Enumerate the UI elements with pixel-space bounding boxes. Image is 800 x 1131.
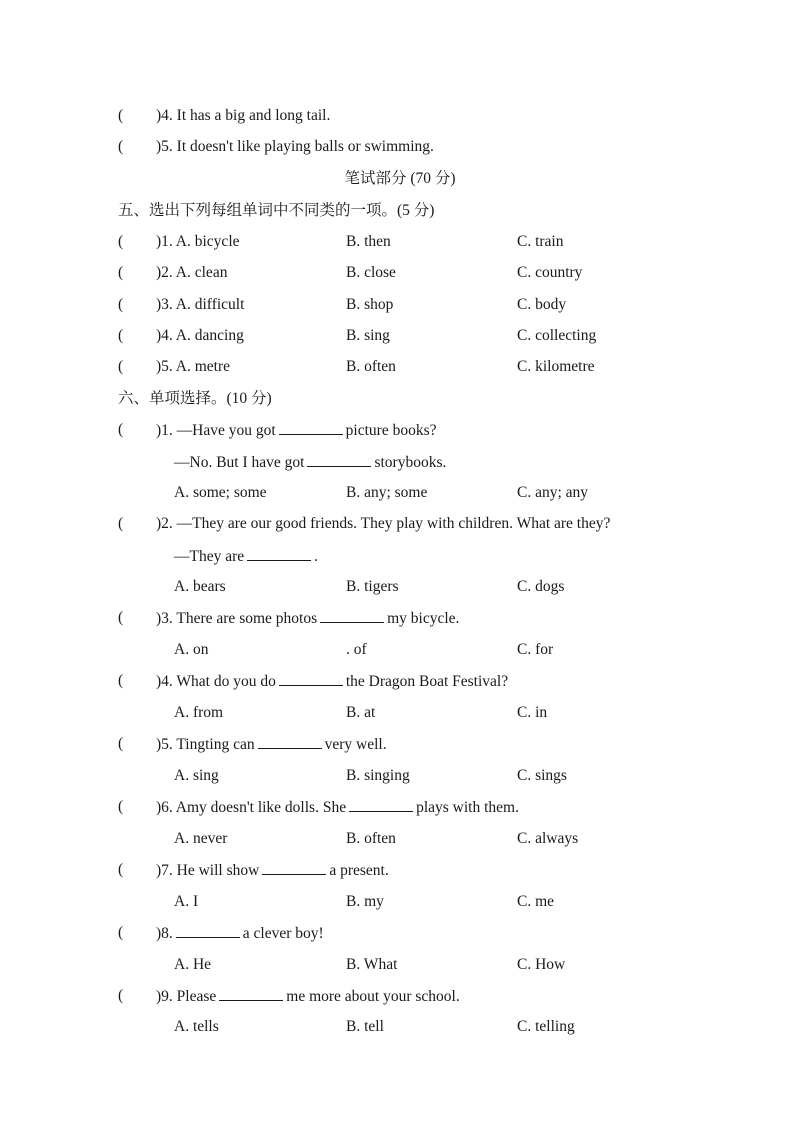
answer-paren: ( [118, 861, 124, 878]
option-c: C. in [517, 704, 548, 721]
option-a: A. sing [174, 767, 219, 784]
question-text-end: me more about your school. [286, 988, 460, 1005]
answer-paren: ( [118, 296, 124, 313]
option-a: A. on [174, 641, 209, 658]
question-text: )9. Please [156, 988, 217, 1005]
section5-item-2 [0, 262, 800, 284]
fill-blank [349, 796, 413, 812]
answer-paren: ( [118, 515, 124, 532]
answer-paren: ( [118, 735, 124, 752]
question-text-end: a clever boy! [242, 925, 324, 942]
section5-item-1 [0, 231, 800, 253]
question-text: )6. Amy doesn't like dolls. She [156, 799, 347, 816]
question-text-end: picture books? [345, 422, 437, 439]
section6-question-2-options [0, 576, 800, 598]
question-text: )3. There are some photos [156, 610, 318, 627]
question-text: )5. Tingting can [156, 736, 255, 753]
option-a: A. some; some [174, 484, 267, 501]
answer-paren: ( [118, 421, 124, 438]
question-number: 4. [161, 107, 173, 124]
written-title-text: 笔试部分 (70 分) [344, 170, 456, 187]
option-b: B. singing [346, 767, 410, 784]
section6-question-8 [0, 922, 800, 944]
option-b: B. sing [346, 327, 390, 344]
option-b: B. often [346, 830, 396, 847]
option-a: A. He [174, 956, 212, 973]
fill-blank [176, 922, 240, 938]
section6-question-2-line2 [0, 545, 800, 567]
question-text-end: the Dragon Boat Festival? [345, 673, 509, 690]
section6-question-4 [0, 670, 800, 692]
question-text-end: storybooks. [374, 454, 447, 471]
bracket-close: ) [156, 138, 162, 155]
section6-question-7 [0, 859, 800, 881]
section5-item-3 [0, 294, 800, 316]
question-text-end: a present. [329, 862, 389, 879]
option-a: )5. A. metre [156, 358, 231, 375]
option-c: C. for [517, 641, 554, 658]
fill-blank [279, 670, 343, 686]
section6-question-1 [0, 419, 800, 441]
question-text-end: . [314, 548, 319, 565]
option-c: C. How [517, 956, 566, 973]
option-a: )1. A. bicycle [156, 233, 240, 250]
option-a: )2. A. clean [156, 264, 228, 281]
section6-question-4-options [0, 702, 800, 724]
question-text-end: my bicycle. [387, 610, 460, 627]
answer-paren: ( [118, 609, 124, 626]
question-text: )8. [156, 925, 173, 942]
option-a: A. bears [174, 578, 226, 595]
option-b: B. any; some [346, 484, 428, 501]
section5-item-4 [0, 325, 800, 347]
section6-question-8-options [0, 954, 800, 976]
section6-question-1-line2 [0, 451, 800, 473]
answer-paren: ( [118, 358, 124, 375]
option-b: B. tell [346, 1018, 384, 1035]
section6-question-3-options [0, 639, 800, 661]
section6-question-5-options [0, 765, 800, 787]
section6-question-7-options [0, 891, 800, 913]
section6-heading-text: 六、单项选择。(10 分) [118, 390, 272, 407]
fill-blank [258, 733, 322, 749]
option-a: )3. A. difficult [156, 296, 245, 313]
fill-blank [307, 451, 371, 467]
option-b: B. then [346, 233, 391, 250]
option-c: C. telling [517, 1018, 575, 1035]
option-c: C. dogs [517, 578, 565, 595]
option-a: A. never [174, 830, 228, 847]
option-c: C. me [517, 893, 555, 910]
option-c: C. body [517, 296, 567, 313]
option-a: A. tells [174, 1018, 219, 1035]
section5-heading-text: 五、选出下列每组单词中不同类的一项。(5 分) [118, 202, 435, 219]
section6-question-2 [0, 513, 800, 535]
option-b: B. tigers [346, 578, 399, 595]
answer-paren: ( [118, 233, 124, 250]
section5-item-5 [0, 356, 800, 378]
question-text: It doesn't like playing balls or swimming. [176, 138, 434, 155]
option-a: A. from [174, 704, 224, 721]
option-c: C. any; any [517, 484, 589, 501]
section6-question-3 [0, 607, 800, 629]
question-number: 5. [161, 138, 173, 155]
option-c: C. collecting [517, 327, 597, 344]
answer-paren: ( [118, 798, 124, 815]
question-text: )1. —Have you got [156, 422, 276, 439]
listening-question-5 [0, 136, 800, 158]
option-b: B. What [346, 956, 398, 973]
section6-question-1-options [0, 482, 800, 504]
answer-paren: ( [118, 924, 124, 941]
written-part-title [0, 168, 800, 190]
question-text-end: very well. [324, 736, 387, 753]
question-text: )4. What do you do [156, 673, 276, 690]
section6-question-5 [0, 733, 800, 755]
answer-paren: ( [118, 327, 124, 344]
section6-question-6 [0, 796, 800, 818]
fill-blank [219, 985, 283, 1001]
section6-question-9 [0, 985, 800, 1007]
option-c: C. always [517, 830, 579, 847]
fill-blank [279, 419, 343, 435]
fill-blank [262, 859, 326, 875]
section6-question-9-options [0, 1016, 800, 1038]
fill-blank [247, 545, 311, 561]
question-text-end: plays with them. [416, 799, 519, 816]
answer-paren: ( [118, 138, 124, 155]
question-text: It has a big and long tail. [176, 107, 331, 124]
question-text: —They are [174, 548, 245, 565]
option-a: )4. A. dancing [156, 327, 244, 344]
question-text: )2. —They are our good friends. They play with children. What are they? [156, 515, 611, 532]
section6-question-6-options [0, 828, 800, 850]
answer-paren: ( [118, 672, 124, 689]
answer-paren: ( [118, 987, 124, 1004]
option-c: C. sings [517, 767, 567, 784]
option-b: B. close [346, 264, 396, 281]
option-b: . of [346, 641, 367, 658]
listening-question-4 [0, 105, 800, 127]
answer-paren: ( [118, 107, 124, 124]
question-text: )7. He will show [156, 862, 260, 879]
option-c: C. kilometre [517, 358, 595, 375]
question-text: —No. But I have got [174, 454, 305, 471]
option-c: C. train [517, 233, 564, 250]
bracket-close: ) [156, 107, 162, 124]
option-b: B. often [346, 358, 396, 375]
option-b: B. shop [346, 296, 394, 313]
section5-heading [0, 200, 800, 222]
fill-blank [320, 607, 384, 623]
option-b: B. at [346, 704, 376, 721]
section6-heading [0, 388, 800, 410]
option-c: C. country [517, 264, 583, 281]
option-a: A. I [174, 893, 199, 910]
option-b: B. my [346, 893, 384, 910]
answer-paren: ( [118, 264, 124, 281]
